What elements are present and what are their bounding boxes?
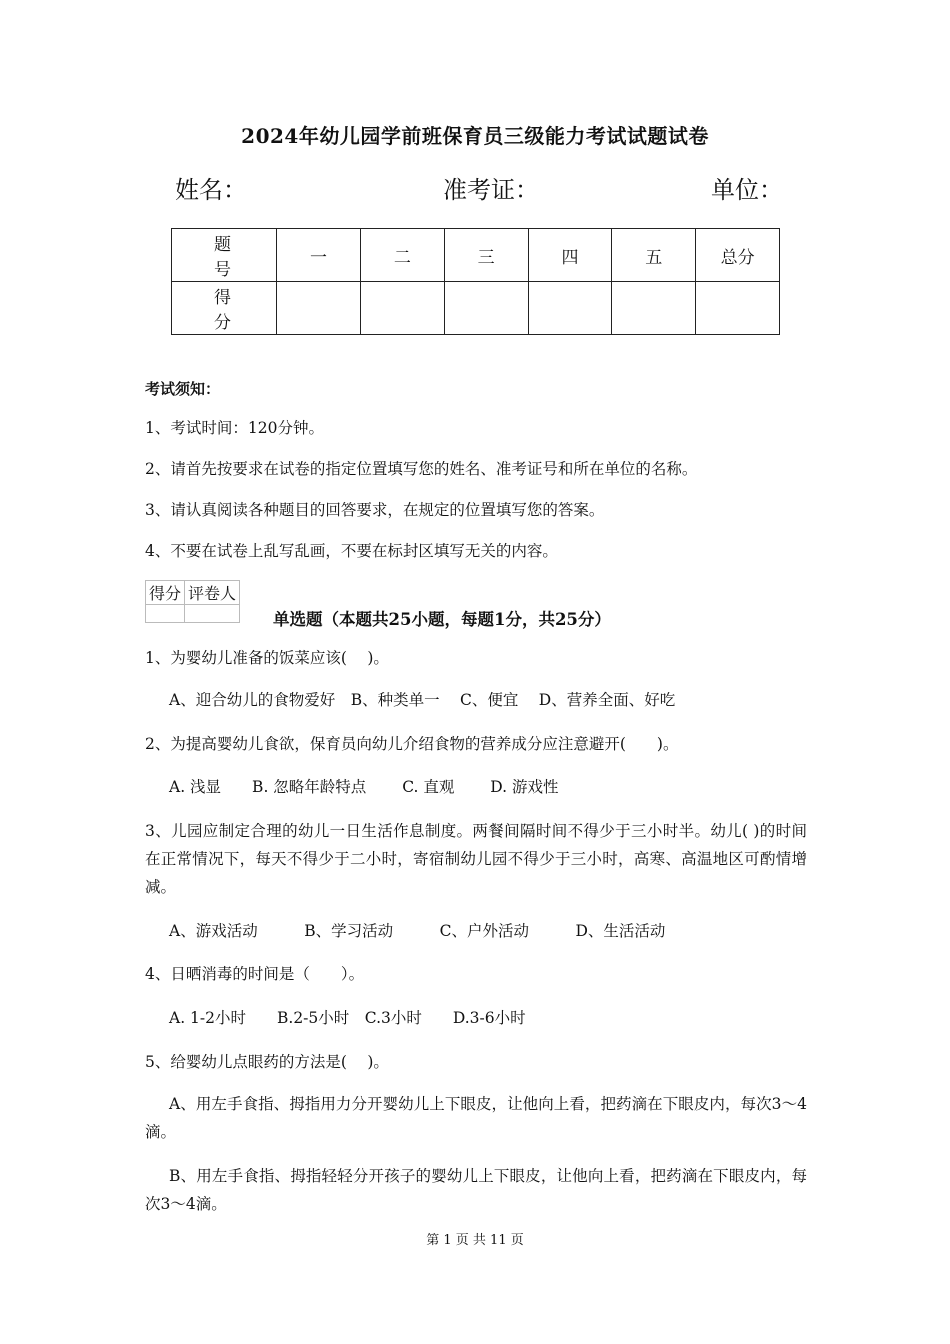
score-blank-cell xyxy=(528,282,612,335)
score-blank-cell xyxy=(444,282,528,335)
question-3-options: A、游戏活动 B、学习活动 C、户外活动 D、生活活动 xyxy=(169,922,666,940)
grader-score-label: 得分 xyxy=(146,581,185,605)
score-table-header-row xyxy=(172,229,780,282)
notice-item: 3、请认真阅读各种题目的回答要求，在规定的位置填写您的答案。 xyxy=(145,501,605,519)
question-2-stem: 2、为提高婴幼儿食欲，保育员向幼儿介绍食物的营养成分应注意避开( )。 xyxy=(145,735,679,753)
score-header-cell: 总分 xyxy=(696,229,780,282)
question-5-stem: 5、给婴幼儿点眼药的方法是( )。 xyxy=(145,1053,389,1071)
section-title: 单选题（本题共25小题，每题1分，共25分） xyxy=(273,610,611,629)
question-3-stem: 3、儿园应制定合理的幼儿一日生活作息制度。两餐间隔时间不得少于三小时半。幼儿( )的时间在正常情况下，每天不得少于二小时，寄宿制幼儿园不得少于三小时，高寒、高温地区可酌情增减。 xyxy=(145,822,807,896)
question-1-stem: 1、为婴幼儿准备的饭菜应该( )。 xyxy=(145,649,389,667)
score-row-label: 得 分 xyxy=(172,282,277,335)
exam-title: 2024年幼儿园学前班保育员三级能力考试试题试卷 xyxy=(241,124,709,148)
score-blank-cell xyxy=(277,282,361,335)
candidate-info-row xyxy=(175,170,785,204)
grader-score-blank xyxy=(146,605,185,623)
notice-item: 2、请首先按要求在试卷的指定位置填写您的姓名、准考证号和所在单位的名称。 xyxy=(145,460,698,478)
score-blank-cell xyxy=(612,282,696,335)
score-header-cell: 二 xyxy=(360,229,444,282)
unit-label: 单位： xyxy=(711,176,783,204)
question-5-option-b: B、用左手食指、拇指轻轻分开孩子的婴幼儿上下眼皮，让他向上看，把药滴在下眼皮内，每次3～4滴。 xyxy=(145,1167,807,1213)
notice-title: 考试须知： xyxy=(145,380,221,398)
grader-name-label: 评卷人 xyxy=(185,581,240,605)
question-5-option-a: A、用左手食指、拇指用力分开婴幼儿上下眼皮，让他向上看，把药滴在下眼皮内，每次3～4滴。 xyxy=(145,1095,807,1141)
score-header-cell: 四 xyxy=(528,229,612,282)
score-header-cell: 三 xyxy=(444,229,528,282)
notice-item: 4、不要在试卷上乱写乱画，不要在标封区填写无关的内容。 xyxy=(145,542,558,560)
question-2-options: A. 浅显 B. 忽略年龄特点 C. 直观 D. 游戏性 xyxy=(169,778,559,796)
score-table-score-row xyxy=(172,282,780,335)
score-header-cell: 一 xyxy=(277,229,361,282)
score-blank-cell xyxy=(360,282,444,335)
notice-item: 1、考试时间：120分钟。 xyxy=(145,419,324,437)
score-header-cell: 题 号 xyxy=(172,229,277,282)
question-4-options: A. 1-2小时 B.2-5小时 C.3小时 D.3-6小时 xyxy=(169,1009,526,1027)
question-4-stem: 4、日晒消毒的时间是（ ）。 xyxy=(145,965,365,983)
page-footer: 第 1 页 共 11 页 xyxy=(426,1233,524,1248)
score-header-cell: 五 xyxy=(612,229,696,282)
grader-name-blank xyxy=(185,605,240,623)
exam-id-label: 准考证： xyxy=(443,176,539,204)
score-table xyxy=(171,228,780,335)
score-blank-cell xyxy=(696,282,780,335)
grader-box xyxy=(145,580,240,623)
name-label: 姓名： xyxy=(175,176,247,204)
question-1-options: A、迎合幼儿的食物爱好 B、种类单一 C、便宜 D、营养全面、好吃 xyxy=(169,691,676,709)
